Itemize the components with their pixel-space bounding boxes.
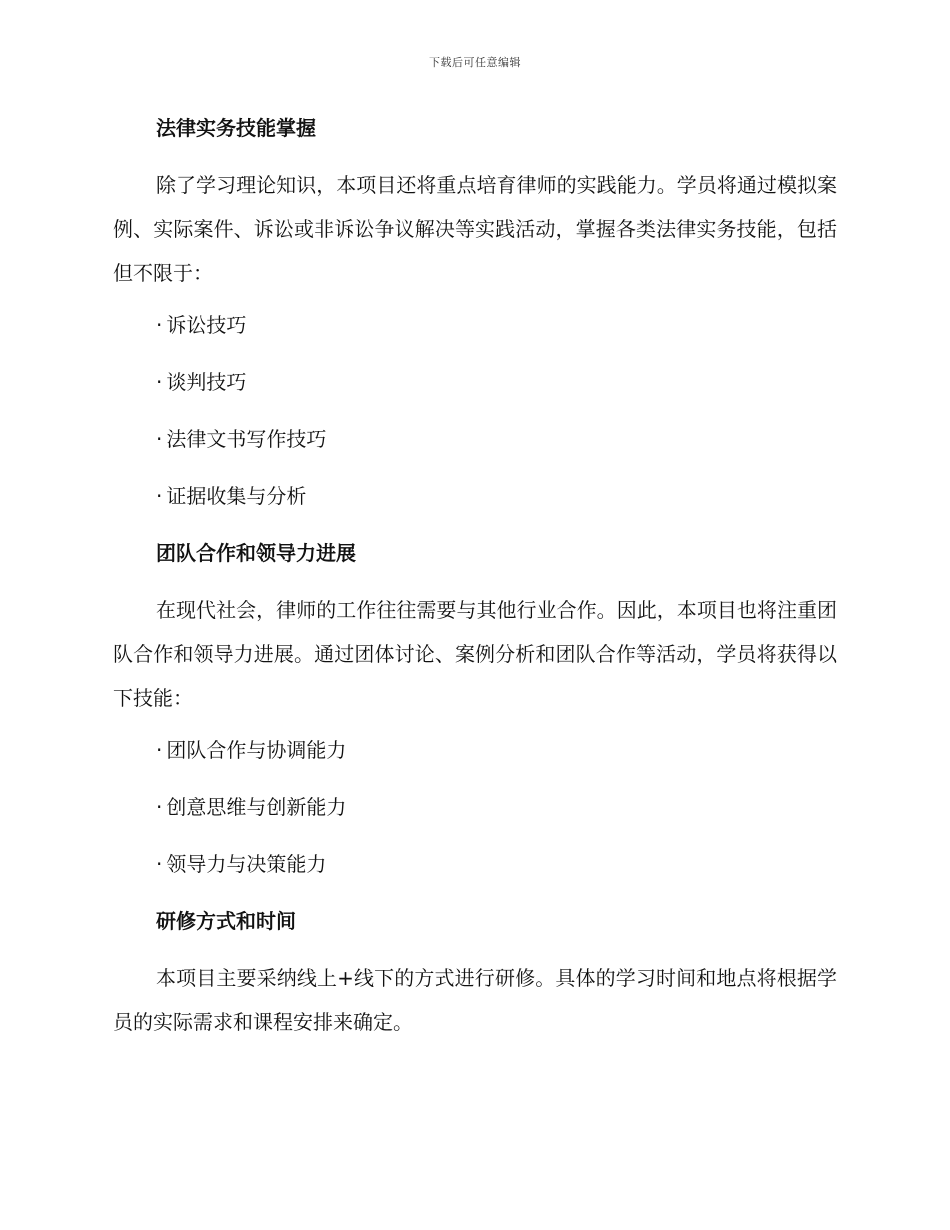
section-heading: 团队合作和领导力进展 xyxy=(156,541,356,565)
document-body xyxy=(113,112,837,1058)
bullet-text: 团队合作与协调能力 xyxy=(166,738,347,762)
bullet-dot: · xyxy=(156,427,163,451)
section-legal-practice xyxy=(113,112,837,512)
section-heading: 法律实务技能掌握 xyxy=(156,116,316,140)
bullet-text: 创意思维与创新能力 xyxy=(166,795,347,819)
page-header: 下载后可任意编辑 xyxy=(429,56,521,69)
section-heading: 研修方式和时间 xyxy=(156,909,296,933)
bullet-dot: · xyxy=(156,313,163,337)
section-paragraph: 在现代社会，律师的工作往往需要与其他行业合作。因此，本项目也将注重团队合作和领导力进展。通过团体讨论、案例分析和团队合作等活动，学员将获得以下技能： xyxy=(113,598,837,710)
section-study-method xyxy=(113,905,837,1044)
bullet-dot: · xyxy=(156,370,163,394)
bullet-text: 法律文书写作技巧 xyxy=(166,427,327,451)
bullet-text: 谈判技巧 xyxy=(166,370,247,394)
bullet-item xyxy=(113,309,837,341)
bullet-dot: · xyxy=(156,484,163,508)
section-paragraph: 除了学习理论知识，本项目还将重点培育律师的实践能力。学员将通过模拟案例、实际案件、诉讼或非诉讼争议解决等实践活动，掌握各类法律实务技能，包括但不限于： xyxy=(113,173,837,285)
bullet-text: 领导力与决策能力 xyxy=(166,852,327,876)
bullet-item xyxy=(113,791,837,823)
bullet-dot: · xyxy=(156,795,163,819)
bullet-item xyxy=(113,366,837,398)
bullet-dot: · xyxy=(156,738,163,762)
bullet-item xyxy=(113,848,837,880)
bullet-text: 诉讼技巧 xyxy=(166,313,247,337)
section-teamwork-leadership xyxy=(113,537,837,880)
bullet-text: 证据收集与分析 xyxy=(166,484,307,508)
bullet-item xyxy=(113,423,837,455)
bullet-item xyxy=(113,480,837,512)
bullet-dot: · xyxy=(156,852,163,876)
section-paragraph: 本项目主要采纳线上+线下的方式进行研修。具体的学习时间和地点将根据学员的实际需求和课程安排来确定。 xyxy=(113,966,837,1034)
bullet-item xyxy=(113,734,837,766)
